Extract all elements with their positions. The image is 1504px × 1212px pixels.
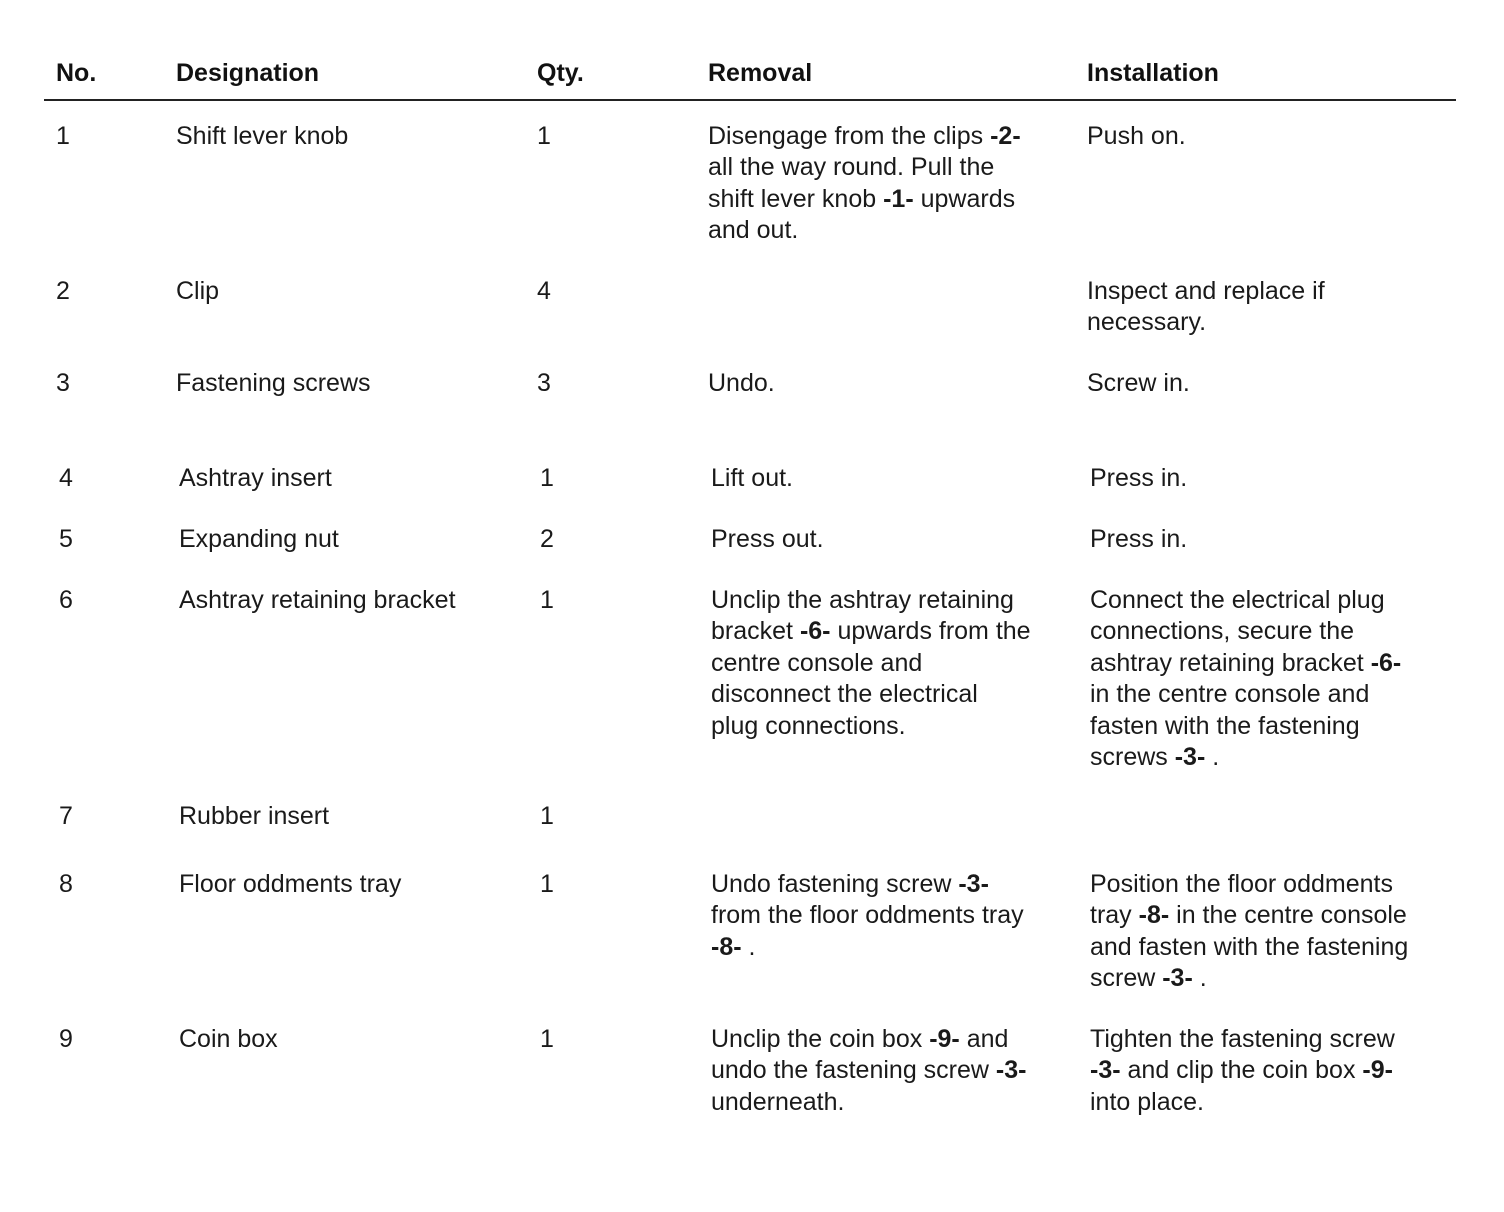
instruction-text: underneath. bbox=[711, 1087, 845, 1116]
item-reference-number: -6- bbox=[1370, 648, 1402, 677]
row-installation bbox=[1087, 368, 1455, 399]
parts-table bbox=[44, 0, 1456, 1212]
row-no: 6 bbox=[59, 586, 73, 614]
row-designation: Expanding nut bbox=[179, 525, 339, 553]
instruction-text: . bbox=[741, 932, 756, 961]
row-designation: Floor oddments tray bbox=[179, 870, 402, 898]
instruction-text: Tighten the fastening screw bbox=[1090, 1025, 1395, 1053]
item-reference-number: -1- bbox=[883, 184, 914, 213]
row-installation bbox=[1090, 524, 1458, 555]
header-designation: Designation bbox=[176, 59, 320, 87]
row-qty: 4 bbox=[537, 277, 551, 305]
row-designation: Rubber insert bbox=[179, 802, 330, 830]
row-no: 9 bbox=[59, 1025, 73, 1053]
row-removal bbox=[711, 524, 1081, 555]
item-reference-number: -2- bbox=[990, 122, 1021, 150]
row-removal bbox=[711, 463, 1081, 494]
item-reference-number: -3- bbox=[1090, 1056, 1121, 1085]
instruction-text: Press in. bbox=[1090, 525, 1188, 553]
item-reference-number: -8- bbox=[711, 932, 742, 961]
item-reference-number: -6- bbox=[799, 617, 831, 646]
instruction-text: in the centre console and fasten with the fastening screw bbox=[1090, 901, 1409, 993]
item-reference-number: -9- bbox=[929, 1025, 960, 1053]
row-removal bbox=[708, 368, 1078, 399]
instruction-text: upwards and out. bbox=[708, 184, 1016, 245]
instruction-text: and clip the coin box bbox=[1120, 1056, 1363, 1085]
row-qty: 1 bbox=[540, 870, 554, 898]
instruction-text: Screw in. bbox=[1087, 369, 1190, 397]
row-qty: 1 bbox=[540, 586, 554, 614]
row-installation bbox=[1087, 276, 1455, 339]
row-qty: 1 bbox=[540, 464, 554, 492]
instruction-text: Lift out. bbox=[711, 464, 793, 492]
row-removal bbox=[711, 869, 1081, 963]
instruction-text: all the way round. Pull the shift lever knob bbox=[708, 153, 995, 213]
header-no: No. bbox=[56, 59, 97, 87]
row-installation bbox=[1090, 869, 1458, 995]
row-no: 3 bbox=[56, 369, 70, 397]
row-designation: Coin box bbox=[179, 1025, 278, 1053]
row-qty: 1 bbox=[540, 802, 554, 830]
instruction-text: Inspect and replace if necessary. bbox=[1087, 277, 1325, 337]
header-removal: Removal bbox=[708, 59, 813, 87]
row-qty: 3 bbox=[537, 369, 551, 397]
instruction-text: Unclip the ashtray retaining bracket bbox=[711, 586, 1014, 646]
instruction-text: and undo the fastening screw bbox=[711, 1025, 1009, 1085]
row-installation bbox=[1090, 585, 1458, 773]
instruction-text: Position the floor oddments tray bbox=[1090, 870, 1393, 930]
instruction-text: Push on. bbox=[1087, 122, 1186, 150]
row-installation bbox=[1090, 463, 1458, 494]
row-no: 8 bbox=[59, 870, 73, 898]
row-no: 1 bbox=[56, 122, 70, 150]
item-reference-number: -3- bbox=[1162, 964, 1193, 993]
table-header bbox=[44, 58, 1456, 94]
row-removal bbox=[711, 585, 1081, 742]
instruction-text: into place. bbox=[1090, 1087, 1204, 1116]
header-qty: Qty. bbox=[537, 59, 584, 87]
row-installation bbox=[1087, 121, 1455, 152]
instruction-text: Press in. bbox=[1090, 464, 1188, 492]
instruction-text: upwards from the centre console and disconnect the electrical plug connections. bbox=[711, 617, 1031, 740]
instruction-text: Undo fastening screw bbox=[711, 870, 959, 898]
row-qty: 1 bbox=[540, 1025, 554, 1053]
row-no: 7 bbox=[59, 802, 73, 830]
header-divider bbox=[44, 99, 1456, 101]
row-no: 4 bbox=[59, 464, 73, 492]
instruction-text: Connect the electrical plug connections, secure the ashtray retaining bracket bbox=[1090, 586, 1385, 677]
item-reference-number: -3- bbox=[995, 1056, 1027, 1085]
item-reference-number: -9- bbox=[1362, 1056, 1393, 1085]
instruction-text: Press out. bbox=[711, 525, 824, 553]
instruction-text: Unclip the coin box bbox=[711, 1025, 930, 1053]
item-reference-number: -3- bbox=[1174, 743, 1206, 772]
instruction-text: in the centre console and fasten with the fastening screws bbox=[1090, 680, 1370, 772]
row-removal bbox=[708, 121, 1078, 247]
item-reference-number: -8- bbox=[1138, 901, 1170, 930]
row-installation bbox=[1090, 1024, 1458, 1118]
instruction-text: from the floor oddments tray bbox=[711, 901, 1024, 930]
instruction-text: . bbox=[1192, 964, 1207, 993]
instruction-text: Undo. bbox=[708, 369, 775, 397]
row-designation: Ashtray insert bbox=[179, 464, 332, 492]
item-reference-number: -3- bbox=[958, 870, 989, 898]
row-removal bbox=[711, 1024, 1081, 1118]
row-no: 5 bbox=[59, 525, 73, 553]
row-qty: 2 bbox=[540, 525, 554, 553]
row-designation: Shift lever knob bbox=[176, 122, 349, 150]
row-designation: Fastening screws bbox=[176, 369, 371, 397]
row-designation: Ashtray retaining bracket bbox=[179, 586, 456, 614]
instruction-text: Disengage from the clips bbox=[708, 122, 991, 150]
row-no: 2 bbox=[56, 277, 70, 305]
row-qty: 1 bbox=[537, 122, 551, 150]
instruction-text: . bbox=[1205, 743, 1220, 772]
header-installation: Installation bbox=[1087, 59, 1219, 87]
row-designation: Clip bbox=[176, 277, 220, 305]
